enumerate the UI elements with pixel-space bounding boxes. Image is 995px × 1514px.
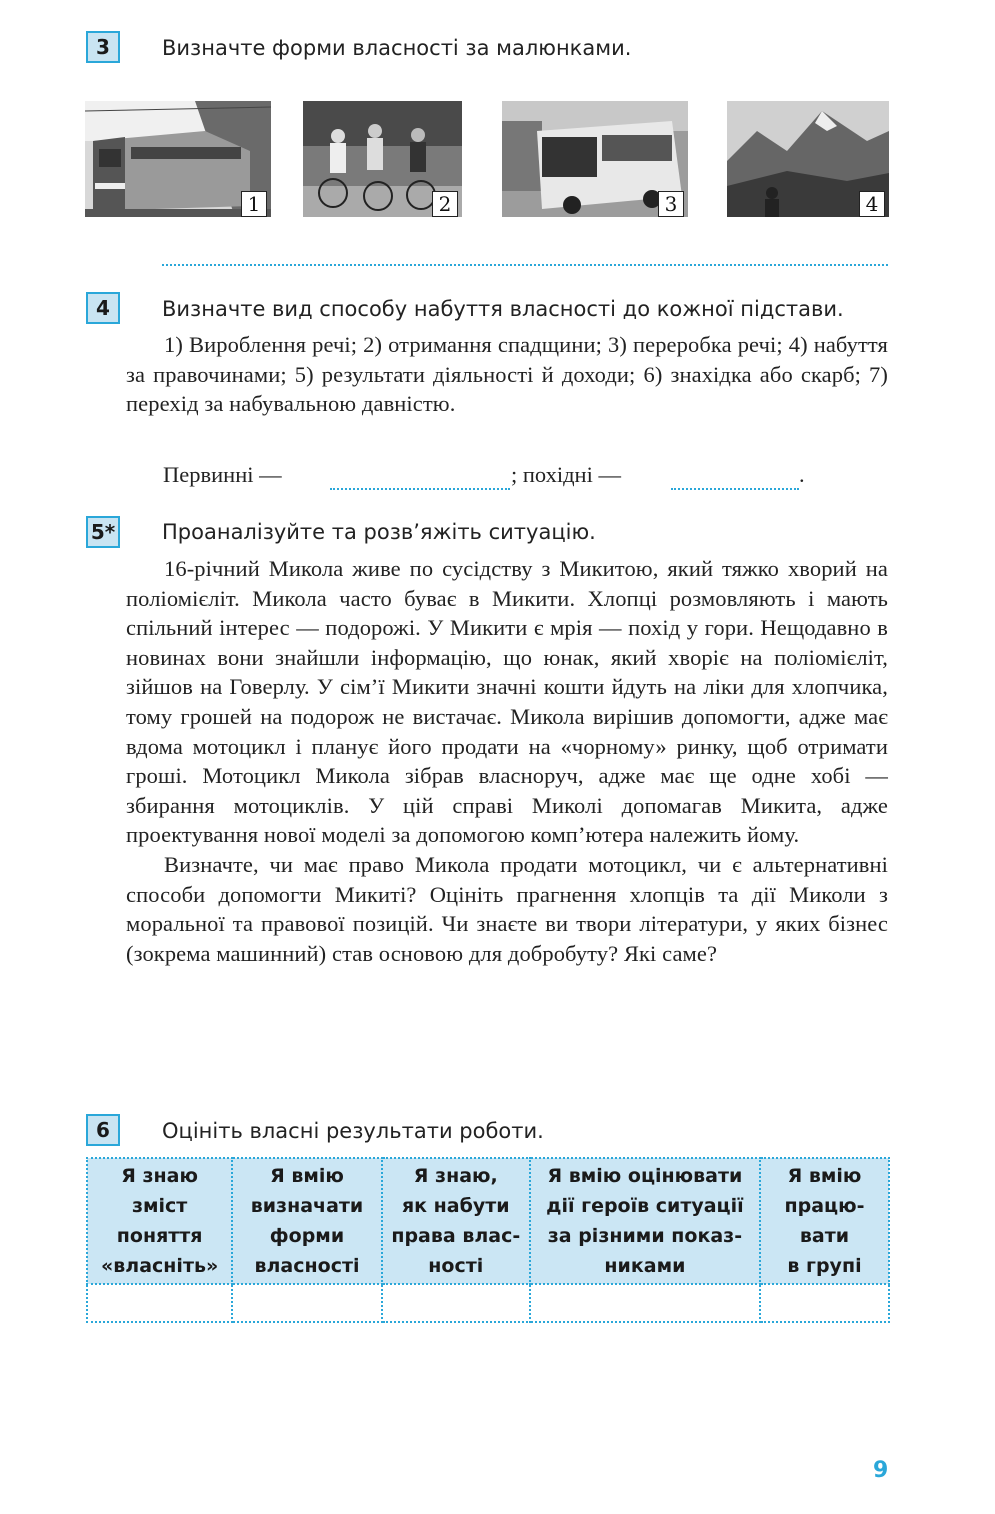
task-4-list: 1) Вироблення речі; 2) отримання спадщини; 3) переробка речі; 4) набуття за правочинами; 5) результати діяльності й доходи; 6) знахідка або скарб; 7) перехід за набувальною давністю.: [126, 332, 888, 417]
task-6-title: Оцініть власні результати роботи.: [162, 1119, 544, 1143]
task-4-primary-label: Первинні —: [163, 462, 282, 487]
answer-cell-3[interactable]: [382, 1284, 530, 1322]
cyclists-photo: [303, 101, 462, 217]
answer-cell-4[interactable]: [530, 1284, 760, 1322]
task-6-number: 6: [86, 1114, 120, 1146]
train-photo: [85, 101, 271, 217]
header-cell-3: Я знаю, як набути права влас- ності: [382, 1158, 530, 1284]
task-4-title: Визначте вид способу набуття власності до кожної підстави.: [162, 297, 844, 321]
task-5-number: 5*: [86, 516, 120, 548]
header-cell-5: Я вмію працю- вати в групі: [760, 1158, 889, 1284]
task-3-number: 3: [86, 31, 120, 63]
answer-cell-1[interactable]: [87, 1284, 232, 1322]
task-5-questions: Визначте, чи має право Микола продати мотоцикл, чи є альтернативні способи допомогти Микиті? Оцініть прагнення хлопців та дії Миколи з моральної та правової позицій. Чи знаєте ви твори літератури, у яких бізнес (зокрема машинний) став основою для добробуту? Які саме?: [126, 851, 888, 966]
photo-label-3: 3: [658, 191, 684, 217]
task-4-end: .: [799, 462, 805, 487]
task-5-title: Проаналізуйте та розв’яжіть ситуацію.: [162, 520, 596, 544]
task-3-answer-line[interactable]: [162, 264, 888, 266]
derivative-answer-line[interactable]: [671, 488, 799, 490]
table-answer-row: [87, 1284, 889, 1322]
answer-cell-5[interactable]: [760, 1284, 889, 1322]
mountains-photo: [727, 101, 889, 217]
header-cell-4: Я вмію оцінювати дії героїв ситуації за різними показ- никами: [530, 1158, 760, 1284]
task-5-text: [126, 554, 888, 968]
header-cell-1: Я знаю зміст поняття «власніть»: [87, 1158, 232, 1284]
answer-cell-2[interactable]: [232, 1284, 381, 1322]
photo-label-1: 1: [241, 191, 267, 217]
table-header-row: [87, 1158, 889, 1284]
task-3-title: Визначте форми власності за малюнками.: [162, 36, 632, 60]
photo-label-4: 4: [859, 191, 885, 217]
primary-answer-line[interactable]: [330, 488, 510, 490]
bus-photo: [502, 101, 688, 217]
self-assessment-table: [86, 1157, 890, 1323]
task-5-situation: 16-річний Микола живе по сусідству з Микитою, який тяжко хворий на поліомієліт. Микола часто буває в Микити. Хлопці розмовляють і мають спільний інтерес — подорожі. У Микити є мрія — похід у гори. Нещодавно в новинах вони знайшли інформацію, що юнак, який хворіє на поліомієліт, зійшов на Говерлу. У сім’ї Микити значні кошти йдуть на ліки для хлопчика, тому грошей на подорож не вистачає. Микола вирішив допомогти, адже має вдома мотоцикл і планує його продати на «чорному» ринку, щоб отримати гроші. Мотоцикл Микола зібрав власноруч, адже має ще одне хобі — збирання мотоциклів. У цій справі Миколі допомагав Микита, адже проектування нової моделі за допомогою комп’ютера належить йому.: [126, 556, 888, 848]
task-4-number: 4: [86, 292, 120, 324]
task-4-derivative-label: ; похідні —: [511, 462, 621, 487]
page-number: 9: [873, 1458, 889, 1483]
header-cell-2: Я вмію визначати форми власності: [232, 1158, 381, 1284]
task-4-text: [126, 330, 888, 419]
photo-label-2: 2: [432, 191, 458, 217]
